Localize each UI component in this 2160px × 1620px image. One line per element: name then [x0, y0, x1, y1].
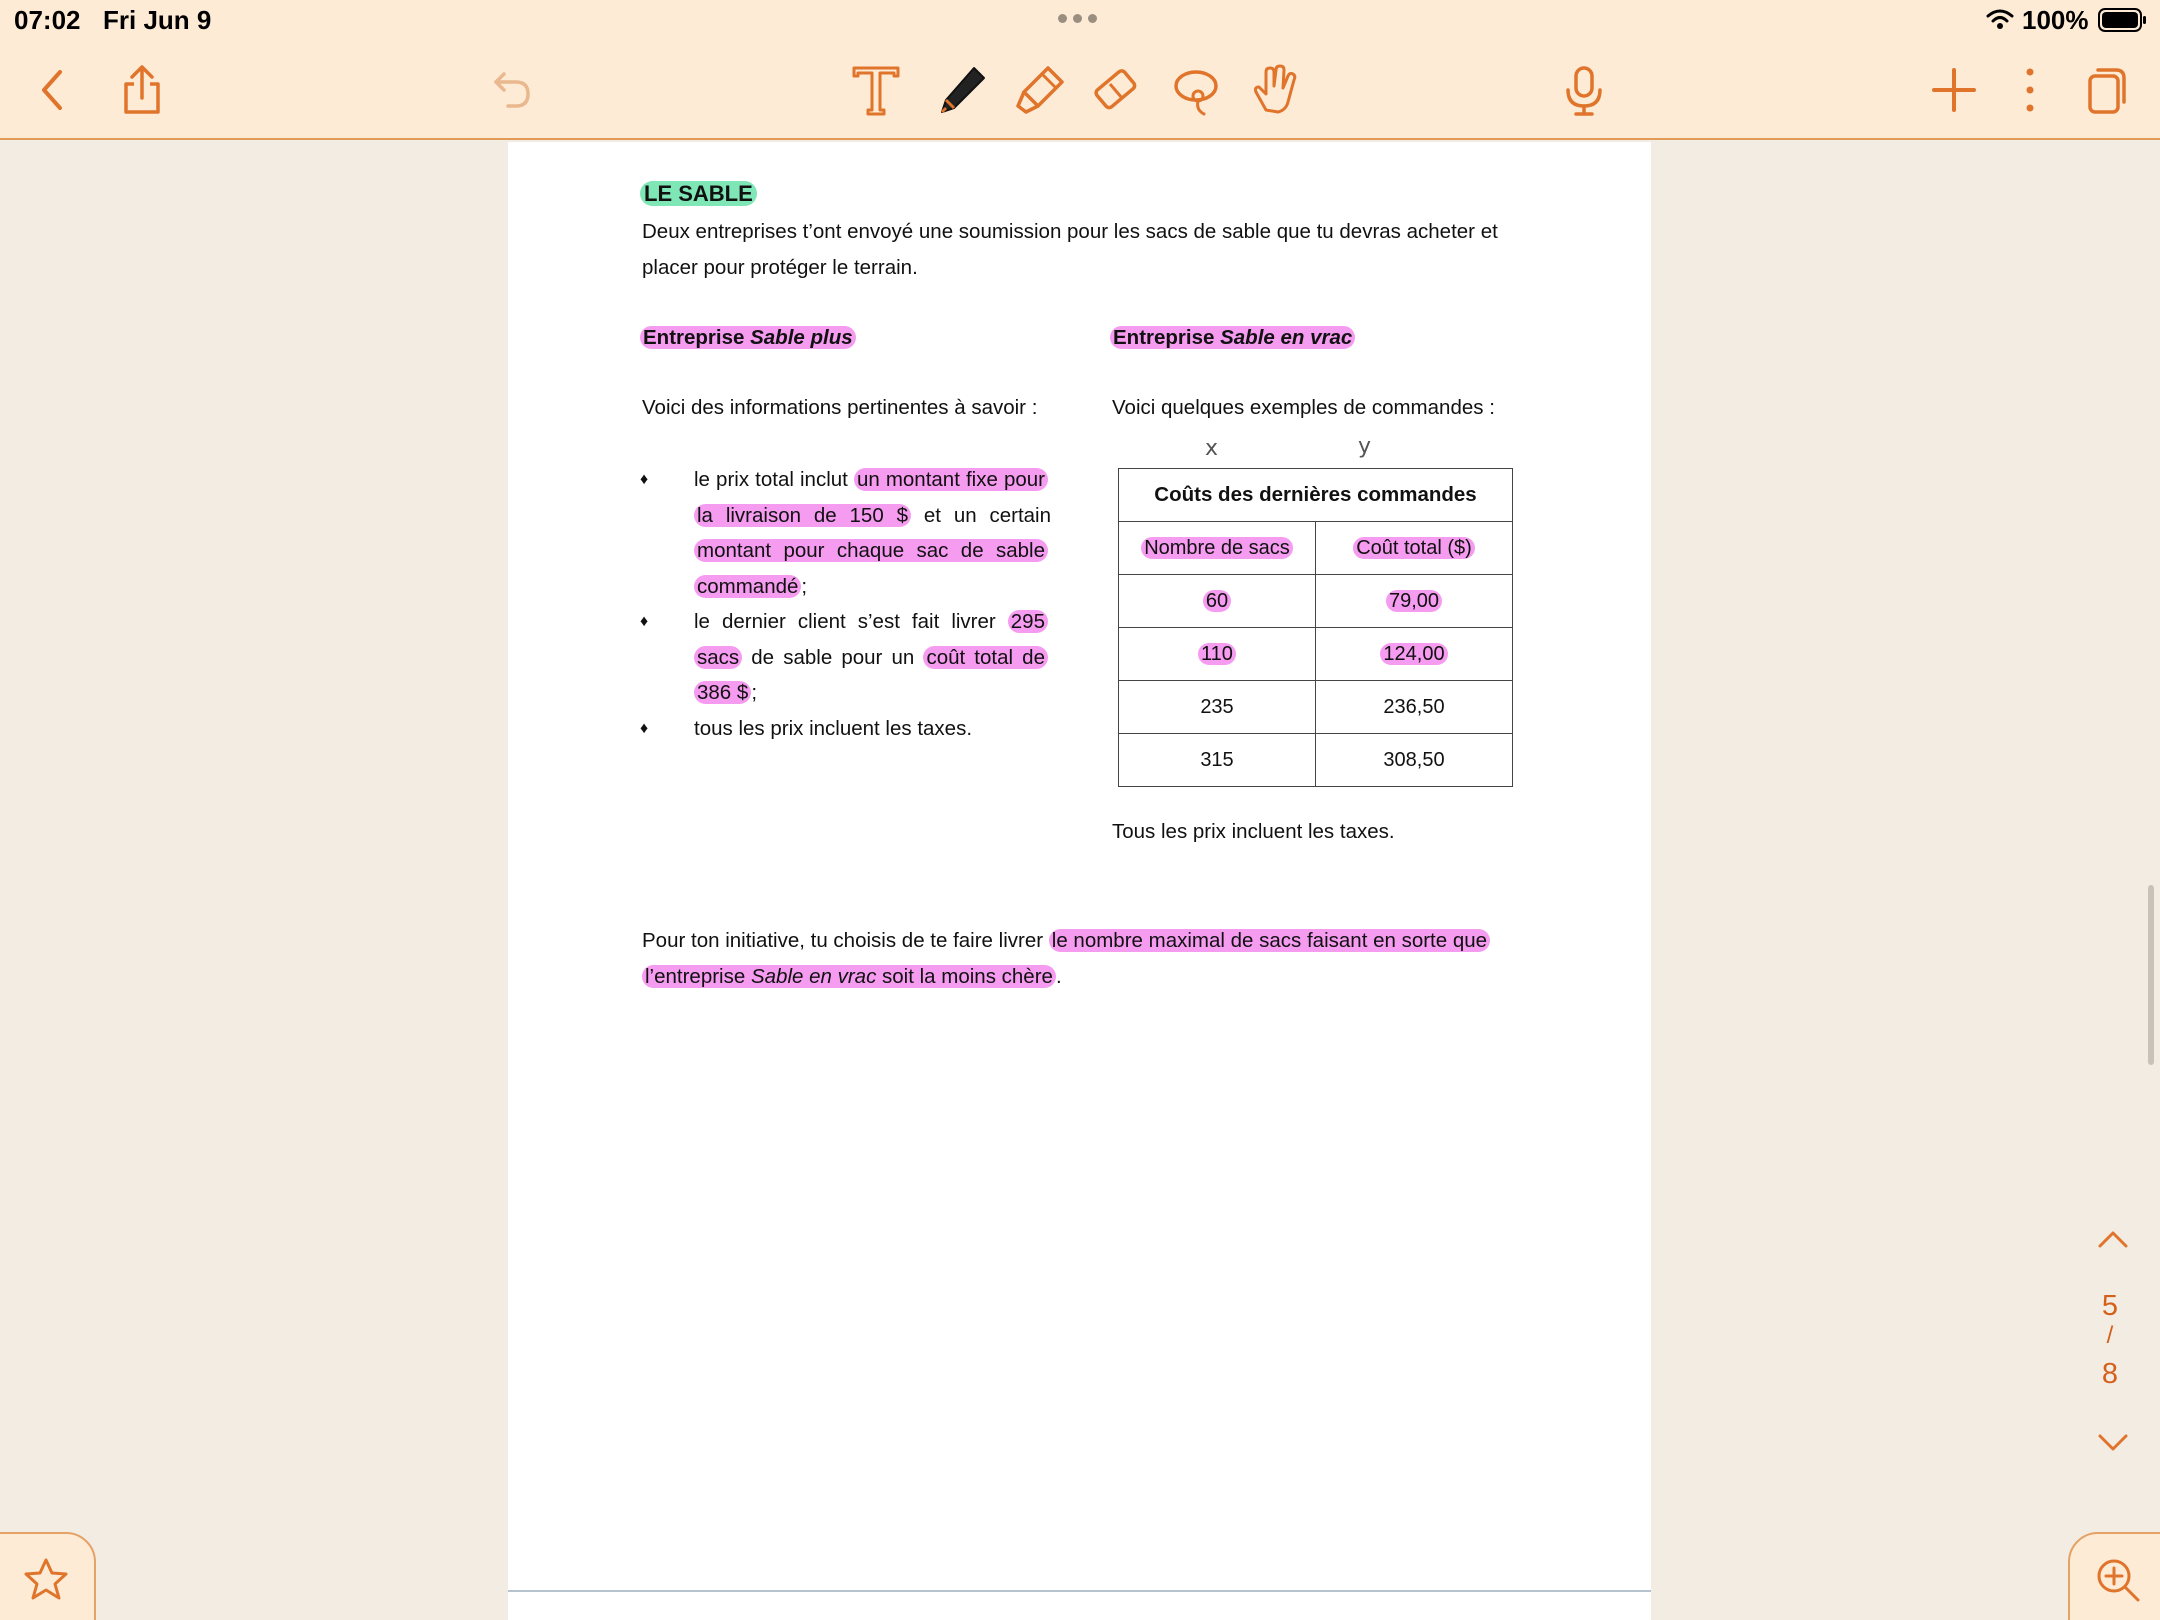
hand-tool-icon: [1246, 62, 1302, 118]
conclusion-paragraph: Pour ton initiative, tu choisis de te faire livrer le nombre maximal de sacs faisant en sorte que l’entreprise Sable en vrac soit la moins chère .: [642, 923, 1502, 995]
table-cell-bags: 315: [1119, 734, 1316, 787]
page-down-icon[interactable]: [2096, 1430, 2130, 1454]
table-cell-cost: 79,00: [1316, 575, 1513, 628]
list-item: ♦ tous les prix incluent les taxes.: [640, 716, 973, 740]
battery-icon: [2098, 8, 2148, 32]
company-a-info-list: [640, 462, 1052, 746]
pen-tool-button[interactable]: [934, 62, 990, 118]
zoom-button[interactable]: [2068, 1532, 2160, 1620]
scroll-indicator[interactable]: [2148, 885, 2154, 1065]
text-tool-button[interactable]: [848, 62, 904, 118]
table-row: [1119, 681, 1513, 734]
eraser-tool-button[interactable]: [1088, 62, 1144, 118]
intro-line-1: Deux entreprises t’ont envoyé une soumission pour les sacs de sable que tu devras acheter et: [642, 220, 1498, 243]
microphone-icon: [1556, 62, 1612, 118]
table-row: [1119, 575, 1513, 628]
toolbar: [0, 40, 2160, 140]
highlighter-tool-icon: [1012, 62, 1068, 118]
table-row: [1119, 628, 1513, 681]
eraser-tool-icon: [1088, 62, 1144, 118]
add-icon: [1926, 62, 1982, 118]
highlighter-tool-button[interactable]: [1012, 62, 1068, 118]
table-title: Coûts des dernières commandes: [1119, 469, 1513, 522]
table-cell-cost: 308,50: [1316, 734, 1513, 787]
wifi-icon: [1986, 8, 2014, 30]
table-cell-bags: 110: [1119, 628, 1316, 681]
company-b-heading: Entreprise Sable en vrac: [1110, 320, 1355, 356]
undo-icon: [482, 62, 538, 118]
table-header-bags: Nombre de sacs: [1119, 522, 1316, 575]
table-cell-bags: 60: [1119, 575, 1316, 628]
multitasking-dots[interactable]: [1058, 14, 1097, 23]
status-time: 07:02: [14, 5, 81, 35]
favorite-star-icon: [21, 1555, 71, 1605]
table-row: [1119, 734, 1513, 787]
lasso-tool-button[interactable]: [1168, 62, 1224, 118]
share-button[interactable]: [114, 62, 170, 118]
share-icon: [114, 62, 170, 118]
back-icon: [26, 62, 82, 118]
document-page[interactable]: [508, 142, 1651, 1620]
page-divider: [508, 1590, 1651, 1592]
lasso-tool-icon: [1168, 62, 1224, 118]
pen-tool-icon: [934, 62, 990, 118]
list-item: ♦ le dernier client s’est fait livrer 295 sacs de sable pour un coût total de 386 $ ;: [640, 604, 1048, 711]
zoom-in-icon: [2093, 1555, 2143, 1605]
section-title: LE SABLE: [640, 176, 757, 212]
hand-tool-button[interactable]: [1246, 62, 1302, 118]
pages-icon: [2078, 62, 2134, 118]
status-date: Fri Jun 9: [103, 5, 212, 35]
favorite-button[interactable]: [0, 1532, 96, 1620]
current-page-number: 5: [2101, 1290, 2119, 1322]
more-button[interactable]: [2002, 62, 2058, 118]
table-header-cost: Coût total ($): [1316, 522, 1513, 575]
handwritten-x: x: [1205, 436, 1219, 461]
company-a-intro: Voici des informations pertinentes à savoir :: [642, 396, 1038, 419]
status-bar: [0, 0, 2160, 40]
microphone-button[interactable]: [1556, 62, 1612, 118]
text-tool-icon: [848, 62, 904, 118]
company-b-intro: Voici quelques exemples de commandes :: [1112, 396, 1495, 419]
company-a-heading: Entreprise Sable plus: [640, 320, 856, 356]
table-cell-bags: 235: [1119, 681, 1316, 734]
pages-button[interactable]: [2078, 62, 2134, 118]
table-cell-cost: 236,50: [1316, 681, 1513, 734]
orders-table: [1118, 468, 1513, 787]
battery-percent: 100%: [2022, 5, 2089, 35]
taxes-note: Tous les prix incluent les taxes.: [1112, 820, 1395, 843]
total-page-number: 8: [2101, 1358, 2119, 1390]
page-up-icon[interactable]: [2096, 1228, 2130, 1252]
list-item: ♦ le prix total inclut un montant fixe pour la livraison de 150 $ et un certain montant pour chaque sac de sable commandé ;: [640, 468, 1052, 598]
add-button[interactable]: [1926, 62, 1982, 118]
back-button[interactable]: [26, 62, 82, 118]
table-cell-cost: 124,00: [1316, 628, 1513, 681]
intro-line-2: placer pour protéger le terrain.: [642, 256, 918, 279]
more-icon: [2002, 62, 2058, 118]
undo-button[interactable]: [482, 62, 538, 118]
handwritten-y: y: [1358, 434, 1372, 459]
page-separator: /: [2106, 1322, 2114, 1349]
